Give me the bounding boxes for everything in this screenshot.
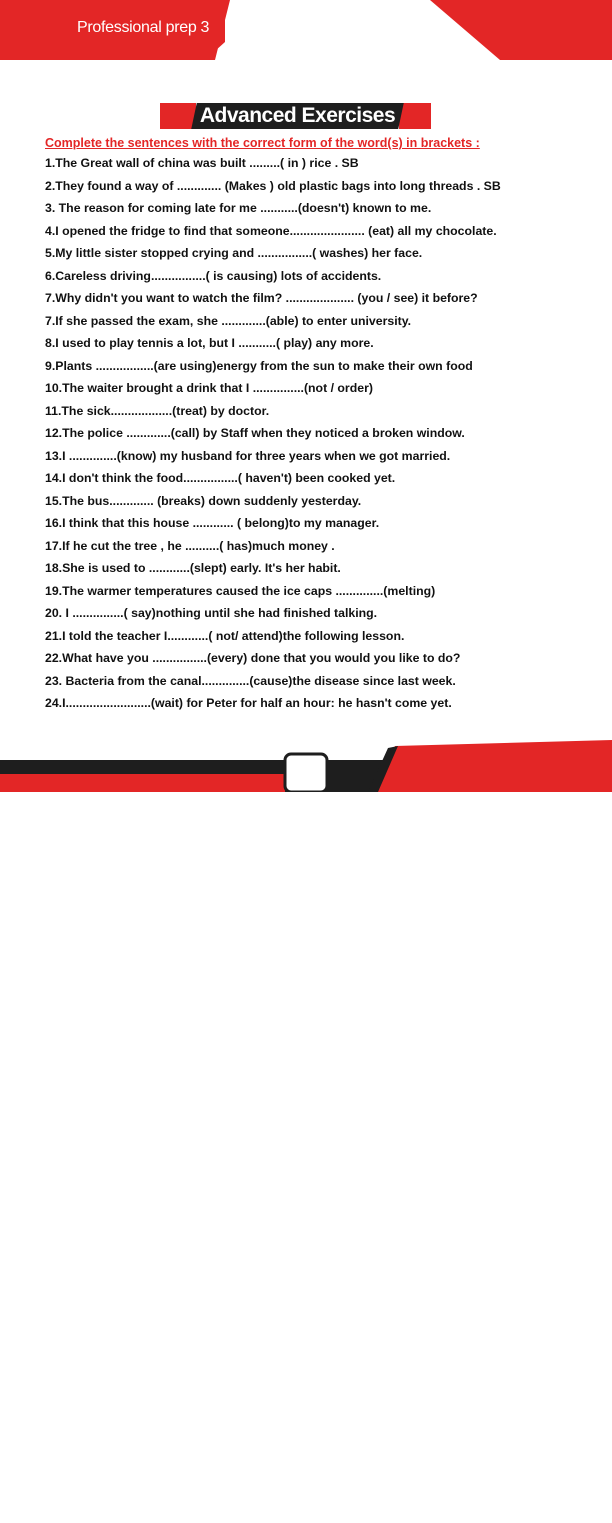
exercise-item: 20. I ...............( say)nothing until she had finished talking. [45,606,378,620]
exercise-item: 16.I think that this house ............ ( belong)to my manager. [45,516,380,530]
exercise-item: 23. Bacteria from the canal..............(cause)the disease since last week. [45,673,456,688]
exercise-item: 24.I.........................(wait) for Peter for half an hour: he hasn't come yet. [45,696,452,710]
exercise-item: 7.Why didn't you want to watch the film? .................... (you / see) it before? [45,291,478,305]
exercise-item: 11.The sick..................(treat) by doctor. [45,403,270,418]
exercise-item: 7.If she passed the exam, she .............(able) to enter university. [45,313,412,328]
exercise-item: 3. The reason for coming late for me ...........(doesn't) known to me. [45,201,432,215]
exercise-item: 17.If he cut the tree , he ..........( has)much money . [45,538,335,553]
exercise-item: 10.The waiter brought a drink that I ...............(not / order) [45,381,373,395]
section-title-banner [160,103,431,129]
exercise-item: 22.What have you ................(every) done that you would you like to do? [45,651,461,665]
exercise-item: 9.Plants .................(are using)energy from the sun to make their own food [45,358,473,373]
exercise-item: 19.The warmer temperatures caused the ice caps ..............(melting) [45,583,436,598]
exercise-item: 12.The police .............(call) by Staff when they noticed a broken window. [45,426,465,440]
footer-band-shape [0,740,612,792]
instruction-text: Complete the sentences with the correct form of the word(s) in brackets : [45,136,480,150]
exercise-item: 14.I don't think the food................( haven't) been cooked yet. [45,471,396,485]
exercise-item: 13.I ..............(know) my husband for three years when we got married. [45,448,451,463]
exercise-item: 21.I told the teacher I............( not/ attend)the following lesson. [45,628,405,643]
exercise-item: 2.They found a way of ............. (Makes ) old plastic bags into long threads . SB [45,178,501,193]
exercise-list [45,152,565,715]
header-title: Professional prep 3 [77,19,210,36]
exercise-item: 15.The bus............. (breaks) down suddenly yesterday. [45,493,362,508]
header-band [0,0,612,60]
exercise-item: 18.She is used to ............(slept) early. It's her habit. [45,561,341,575]
section-title: Advanced Exercises [199,104,396,127]
footer-band [0,740,612,1523]
title-accent-left [160,103,196,129]
title-accent-right [399,103,431,129]
exercise-item: 5.My little sister stopped crying and ................( washes) her face. [45,246,423,260]
exercise-item: 4.I opened the fridge to find that someone...................... (eat) all my chocolate. [45,223,497,238]
footer-brand: Professional [425,1497,582,1523]
exercise-item: 6.Careless driving................( is causing) lots of accidents. [45,268,382,283]
exercise-item: 8.I used to play tennis a lot, but I ...........( play) any more. [45,336,374,350]
exercise-item: 1.The Great wall of china was built .........( in ) rice . SB [45,156,359,170]
